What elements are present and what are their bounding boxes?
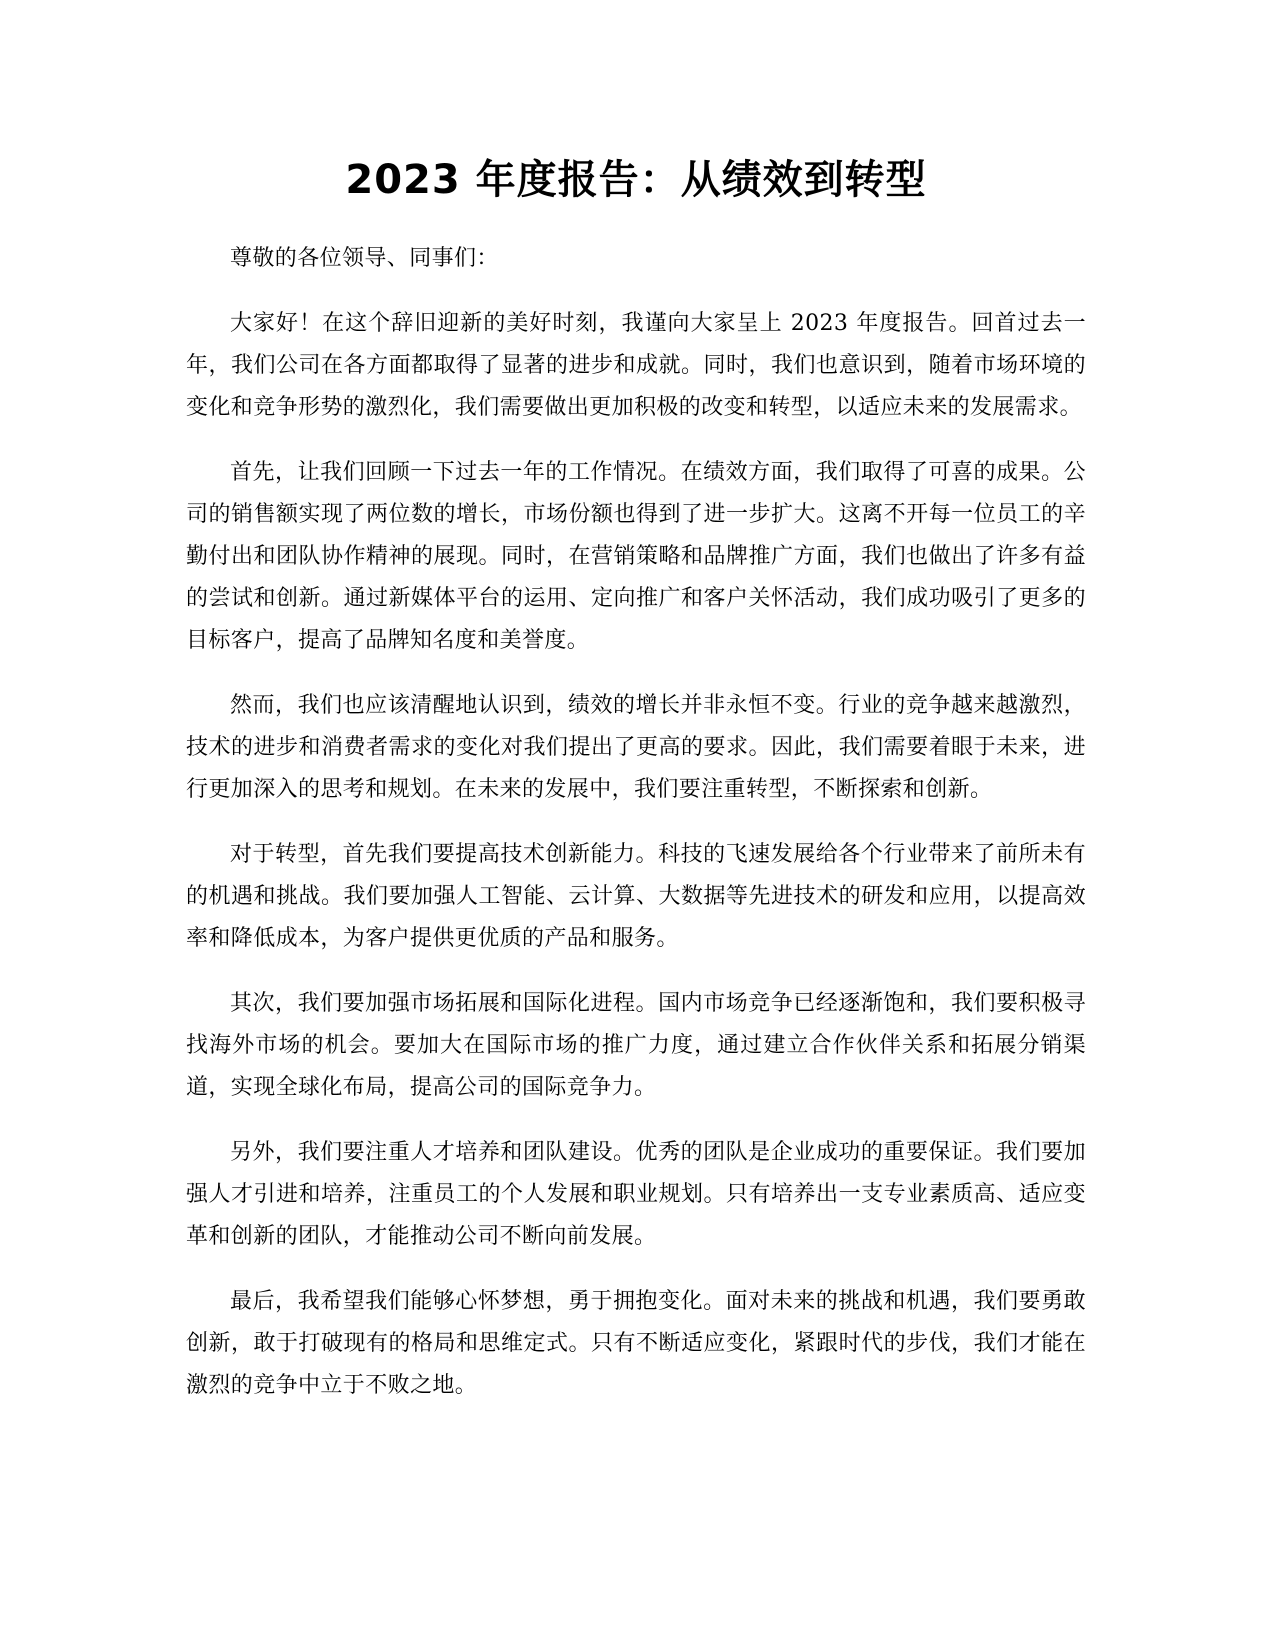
- review-paragraph: 首先，让我们回顾一下过去一年的工作情况。在绩效方面，我们取得了可喜的成果。公司的销售额实现了两位数的增长，市场份额也得到了进一步扩大。这离不开每一位员工的辛勤付出和团队协作精神的展现。同时，在营销策略和品牌推广方面，我们也做出了许多有益的尝试和创新。通过新媒体平台的运用、定向推广和客户关怀活动，我们成功吸引了更多的目标客户，提高了品牌知名度和美誉度。: [186, 460, 1086, 653]
- closing-paragraph: 最后，我希望我们能够心怀梦想，勇于拥抱变化。面对未来的挑战和机遇，我们要勇敢创新，敢于打破现有的格局和思维定式。只有不断适应变化，紧跟时代的步伐，我们才能在激烈的竞争中立于不败之地。: [186, 1289, 1086, 1398]
- tech-innovation-paragraph: 对于转型，首先我们要提高技术创新能力。科技的飞速发展给各个行业带来了前所未有的机遇和挑战。我们要加强人工智能、云计算、大数据等先进技术的研发和应用，以提高效率和降低成本，为客户提供更优质的产品和服务。: [186, 842, 1086, 951]
- challenge-paragraph: 然而，我们也应该清醒地认识到，绩效的增长并非永恒不变。行业的竞争越来越激烈，技术的进步和消费者需求的变化对我们提出了更高的要求。因此，我们需要着眼于未来，进行更加深入的思考和规划。在未来的发展中，我们要注重转型，不断探索和创新。: [186, 693, 1086, 802]
- market-expansion-paragraph: 其次，我们要加强市场拓展和国际化进程。国内市场竞争已经逐渐饱和，我们要积极寻找海外市场的机会。要加大在国际市场的推广力度，通过建立合作伙伴关系和拓展分销渠道，实现全球化布局，提高公司的国际竞争力。: [186, 991, 1086, 1100]
- salutation-paragraph: 尊敬的各位领导、同事们：: [230, 246, 499, 271]
- document-body: [186, 238, 1086, 1407]
- document-title: 2023 年度报告：从绩效到转型: [345, 157, 927, 203]
- talent-paragraph: 另外，我们要注重人才培养和团队建设。优秀的团队是企业成功的重要保证。我们要加强人才引进和培养，注重员工的个人发展和职业规划。只有培养出一支专业素质高、适应变革和创新的团队，才能推动公司不断向前发展。: [186, 1140, 1086, 1249]
- document-page: [186, 0, 1086, 1650]
- greeting-paragraph: 大家好！在这个辞旧迎新的美好时刻，我谨向大家呈上 2023 年度报告。回首过去一年，我们公司在各方面都取得了显著的进步和成就。同时，我们也意识到，随着市场环境的变化和竞争形势的激烈化，我们需要做出更加积极的改变和转型，以适应未来的发展需求。: [186, 311, 1086, 420]
